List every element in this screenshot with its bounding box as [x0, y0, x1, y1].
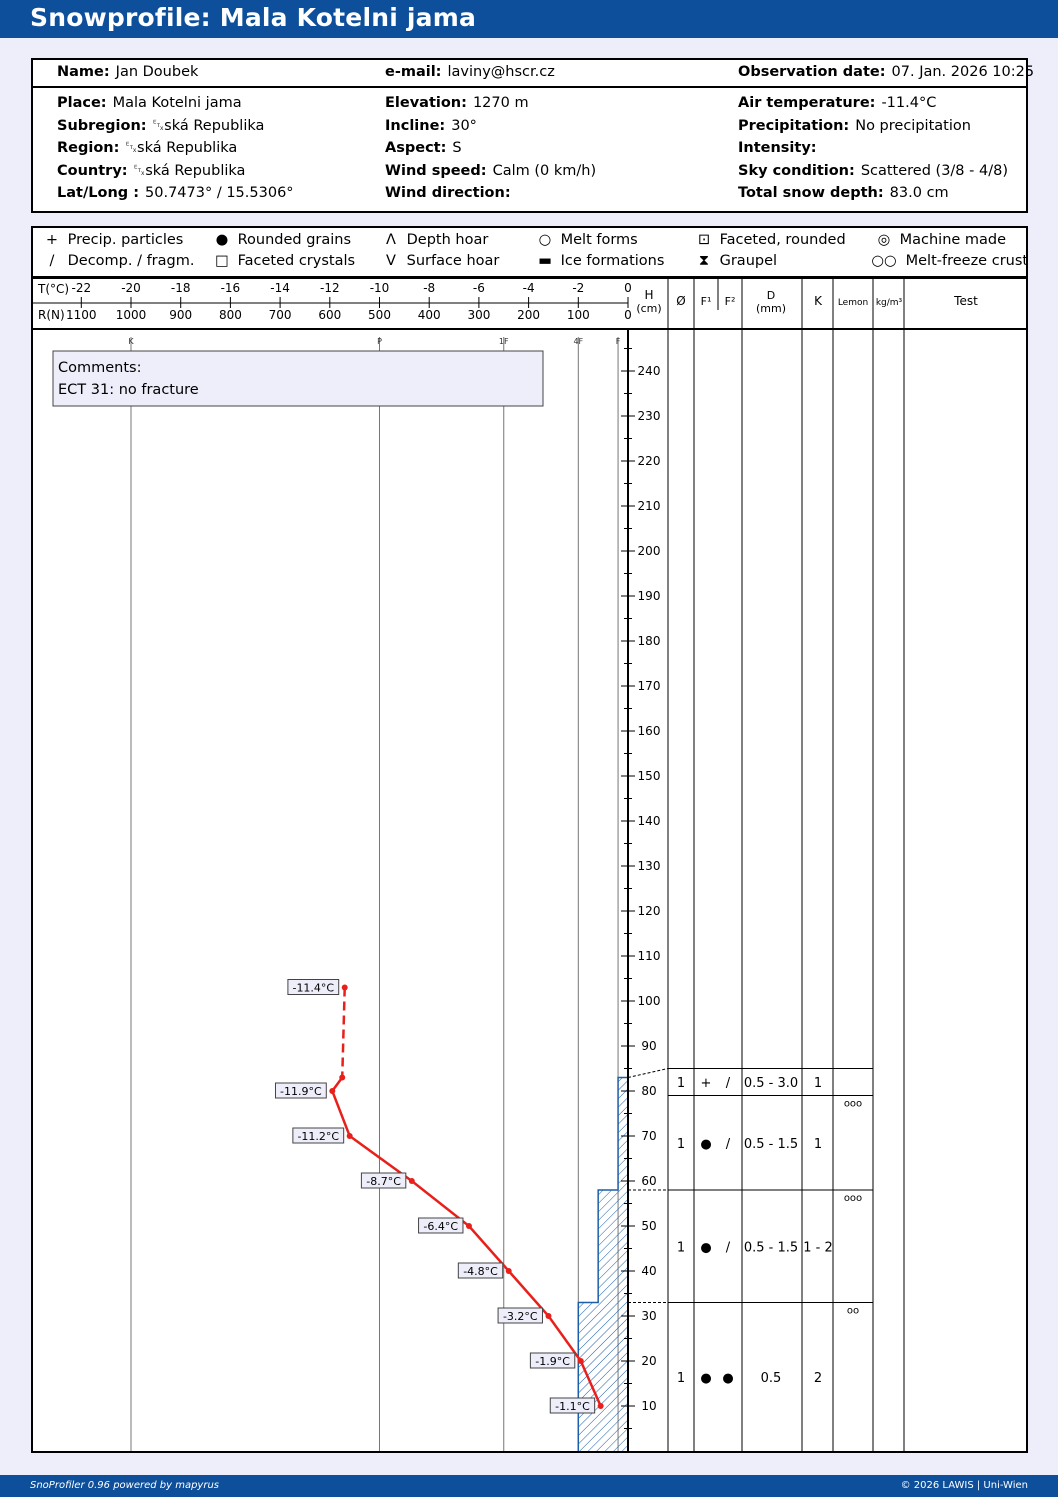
- h-tick-label: 210: [637, 499, 661, 513]
- layer-cell-theta: 1: [676, 1240, 686, 1256]
- temperature-label: -11.9°C: [280, 1085, 322, 1098]
- date-field: Observation date: 07. Jan. 2026 10:25: [738, 64, 1035, 80]
- layer-cell-f1: +: [700, 1076, 712, 1091]
- h-tick-label: 50: [641, 1219, 657, 1233]
- chart-frame: [32, 278, 1027, 1452]
- temperature-point: [545, 1313, 551, 1319]
- temperature-point: [342, 985, 348, 991]
- comments-text: ECT 31: no fracture: [58, 382, 199, 398]
- col-d-unit: (mm): [755, 302, 787, 315]
- temperature-label: -3.2°C: [502, 1310, 538, 1323]
- melt-forms-icon: ○: [538, 232, 552, 248]
- temperature-point: [329, 1088, 335, 1094]
- t-tick-label: -8: [423, 281, 436, 295]
- layer-cell-theta: 1: [676, 1136, 686, 1152]
- r-tick-label: 800: [218, 308, 242, 322]
- info-divider: [33, 86, 1026, 88]
- footer-right: © 2026 LAWIS | Uni-Wien: [900, 1480, 1028, 1491]
- layer-cell-k: 1: [813, 1076, 823, 1091]
- h-tick-label: 140: [637, 814, 661, 828]
- aspect-field: Aspect: S: [385, 140, 462, 156]
- precip-particles-icon: +: [45, 232, 59, 248]
- col-theta: Ø: [676, 294, 686, 308]
- h-tick-label: 80: [641, 1084, 657, 1098]
- sky-condition-field: Sky condition: Scattered (3/8 - 4/8): [738, 163, 1008, 179]
- page-title: Snowprofile: Mala Kotelni jama: [30, 3, 477, 32]
- h-tick-label: 180: [637, 634, 661, 648]
- depth-hoar-icon: Λ: [386, 232, 396, 248]
- h-tick-label: 60: [641, 1174, 657, 1188]
- t-tick-label: -2: [572, 281, 585, 295]
- melt-freeze-crust-icon: ○○: [871, 253, 897, 269]
- air-temperature-field: Air temperature: -11.4°C: [738, 95, 937, 111]
- layer-cell-f2: /: [725, 1240, 731, 1256]
- legend-item-precip: + Precip. particles: [41, 232, 183, 248]
- email-field: e-mail: laviny@hscr.cz: [385, 64, 555, 80]
- info-panel: [31, 58, 1035, 213]
- snow-depth-field: Total snow depth: 83.0 cm: [738, 185, 949, 201]
- col-f2: F²: [724, 295, 736, 308]
- col-k: K: [814, 294, 822, 308]
- h-axis-label: H: [644, 288, 654, 302]
- t-axis-label: T(°C): [38, 282, 70, 296]
- t-tick-label: -4: [522, 281, 535, 295]
- t-tick-label: -18: [170, 281, 191, 295]
- t-tick-label: -14: [270, 281, 290, 295]
- comments-box: [53, 351, 543, 406]
- h-tick-label: 20: [641, 1354, 657, 1368]
- latlong-field: Lat/Long : 50.7473° / 15.5306°: [57, 185, 294, 201]
- h-tick-label: 240: [637, 364, 661, 378]
- incline-field: Incline: 30°: [385, 118, 477, 134]
- temperature-point: [409, 1178, 415, 1184]
- legend-item-melt-freeze: ○○ Melt-freeze crust: [867, 253, 1028, 269]
- region-field: Region: ␃ská Republika: [57, 140, 238, 156]
- layer-cell-f1: ●: [700, 1240, 712, 1256]
- h-tick-label: 170: [637, 679, 661, 693]
- legend-item-ice: ▬ Ice formations: [534, 253, 664, 269]
- layer-cell-d: 0.5 - 1.5: [743, 1136, 799, 1152]
- h-tick-label: 200: [637, 544, 661, 558]
- col-lemon: Lemon: [837, 298, 869, 308]
- legend-item-faceted-rounded: ⊡ Faceted, rounded: [693, 232, 846, 248]
- h-tick-label: 120: [637, 904, 661, 918]
- machine-made-icon: ◎: [877, 232, 891, 248]
- h-tick-label: 40: [641, 1264, 657, 1278]
- temperature-label: -8.7°C: [366, 1175, 401, 1188]
- layer-cell-f2: /: [725, 1136, 731, 1152]
- r-tick-label: 100: [566, 308, 590, 322]
- ice-formations-icon: ▬: [538, 253, 552, 269]
- temperature-label: -1.1°C: [555, 1400, 590, 1413]
- temperature-point: [466, 1223, 472, 1229]
- temperature-label: -4.8°C: [463, 1265, 498, 1278]
- layer-cell-k: 2: [813, 1370, 823, 1386]
- subregion-field: Subregion: ␃ská Republika: [57, 118, 265, 134]
- temperature-point: [578, 1358, 584, 1364]
- profile-chart: [31, 277, 1028, 1457]
- layer-cell-k: 1: [813, 1136, 823, 1152]
- temperature-label: -1.9°C: [535, 1355, 570, 1368]
- t-tick-label: -22: [71, 281, 92, 295]
- col-f1: F¹: [700, 295, 712, 308]
- col-d: D: [766, 289, 776, 302]
- lemon-marker: oo: [846, 1305, 860, 1317]
- legend-item-rounded: ● Rounded grains: [211, 232, 351, 248]
- temperature-label: -11.4°C: [292, 981, 335, 995]
- t-tick-label: 0: [624, 281, 632, 295]
- r-tick-label: 600: [318, 308, 342, 322]
- hardness-layer: [618, 1078, 628, 1191]
- layer-cell-f2: ●: [722, 1370, 734, 1386]
- t-tick-label: -16: [220, 281, 241, 295]
- r-tick-label: 200: [517, 308, 541, 322]
- hardness-label: 1F: [498, 337, 509, 346]
- layer-cell-d: 0.5 - 1.5: [743, 1240, 799, 1256]
- hardness-label: K: [128, 337, 134, 346]
- legend-item-faceted: □ Faceted crystals: [211, 253, 355, 269]
- t-tick-label: -10: [369, 281, 390, 295]
- h-tick-label: 100: [637, 994, 661, 1008]
- r-tick-label: 700: [268, 308, 292, 322]
- temperature-point: [347, 1133, 353, 1139]
- title-bar: [0, 0, 1058, 38]
- t-tick-label: -20: [121, 281, 141, 295]
- layer-cell-theta: 1: [676, 1076, 686, 1091]
- layer-cell-d: 0.5 - 3.0: [743, 1076, 799, 1091]
- layer-cell-theta: 1: [676, 1370, 686, 1386]
- legend-item-depth-hoar: Λ Depth hoar: [380, 232, 488, 248]
- lemon-marker: ooo: [843, 1193, 863, 1204]
- r-tick-label: 400: [417, 308, 441, 322]
- country-field: Country: ␃ská Republika: [57, 163, 246, 179]
- h-tick-label: 150: [637, 769, 661, 783]
- h-tick-label: 220: [637, 454, 661, 468]
- h-axis-unit: (cm): [636, 302, 662, 315]
- layer-cell-d: 0.5: [760, 1370, 782, 1386]
- hardness-layer: [578, 1303, 628, 1452]
- name-field: Name: Jan Doubek: [57, 64, 199, 80]
- legend-item-decomp: / Decomp. / fragm.: [41, 253, 194, 269]
- footer: [0, 1475, 1058, 1497]
- r-axis-label: R(N): [38, 308, 65, 322]
- precipitation-field: Precipitation: No precipitation: [738, 118, 971, 134]
- legend-item-machine-made: ◎ Machine made: [873, 232, 1006, 248]
- legend-item-surface-hoar: V Surface hoar: [380, 253, 499, 269]
- temperature-point: [339, 1075, 345, 1081]
- r-tick-label: 900: [169, 308, 193, 322]
- t-tick-label: -12: [319, 281, 340, 295]
- intensity-field: Intensity:: [738, 140, 817, 156]
- h-tick-label: 30: [641, 1309, 657, 1323]
- r-tick-label: 1100: [66, 308, 97, 322]
- layer-cell-f2: /: [725, 1076, 731, 1091]
- temperature-label: -11.2°C: [297, 1130, 340, 1143]
- graupel-icon: ⧗: [698, 253, 710, 269]
- r-tick-label: 0: [624, 308, 632, 322]
- r-tick-label: 300: [467, 308, 491, 322]
- wind-speed-field: Wind speed: Calm (0 km/h): [385, 163, 597, 179]
- h-tick-label: 230: [637, 409, 661, 423]
- legend-item-graupel: ⧗ Graupel: [693, 253, 777, 269]
- temperature-point: [506, 1268, 512, 1274]
- layer-cell-f1: ●: [700, 1136, 712, 1152]
- hardness-label: 4F: [573, 337, 584, 346]
- profile-chart-svg: [31, 277, 1028, 1453]
- faceted-crystals-icon: □: [215, 253, 229, 269]
- r-tick-label: 1000: [115, 308, 147, 322]
- legend-item-melt-forms: ○ Melt forms: [534, 232, 638, 248]
- t-tick-label: -6: [472, 281, 485, 295]
- hardness-label: P: [377, 337, 382, 346]
- hardness-label: F: [615, 337, 621, 346]
- surface-hoar-icon: V: [386, 253, 396, 269]
- col-density: kg/m³: [875, 298, 903, 308]
- hardness-layer: [598, 1190, 628, 1303]
- temperature-label: -6.4°C: [423, 1220, 459, 1233]
- layer-cell-k: 1 - 2: [803, 1240, 833, 1256]
- decomp-fragm-icon: /: [49, 253, 55, 269]
- wind-direction-field: Wind direction:: [385, 185, 511, 201]
- comments-label: Comments:: [58, 360, 142, 376]
- h-tick-label: 130: [637, 859, 661, 873]
- footer-left: SnoProfiler 0.96 powered by mapyrus: [30, 1480, 220, 1491]
- layer-cell-f1: ●: [700, 1370, 712, 1386]
- h-tick-label: 70: [641, 1129, 657, 1143]
- h-tick-label: 10: [641, 1399, 657, 1413]
- h-tick-label: 160: [637, 724, 661, 738]
- temperature-point: [598, 1403, 604, 1409]
- lemon-marker: ooo: [843, 1098, 863, 1110]
- h-tick-label: 110: [637, 949, 661, 963]
- elevation-field: Elevation: 1270 m: [385, 95, 529, 111]
- r-tick-label: 500: [368, 308, 391, 322]
- grain-legend: [31, 226, 1028, 278]
- faceted-rounded-icon: ⊡: [697, 232, 711, 248]
- rounded-grains-icon: ●: [215, 232, 229, 248]
- col-test: Test: [954, 294, 978, 308]
- place-field: Place: Mala Kotelni jama: [57, 95, 242, 111]
- h-tick-label: 90: [641, 1039, 657, 1053]
- h-tick-label: 190: [637, 589, 661, 603]
